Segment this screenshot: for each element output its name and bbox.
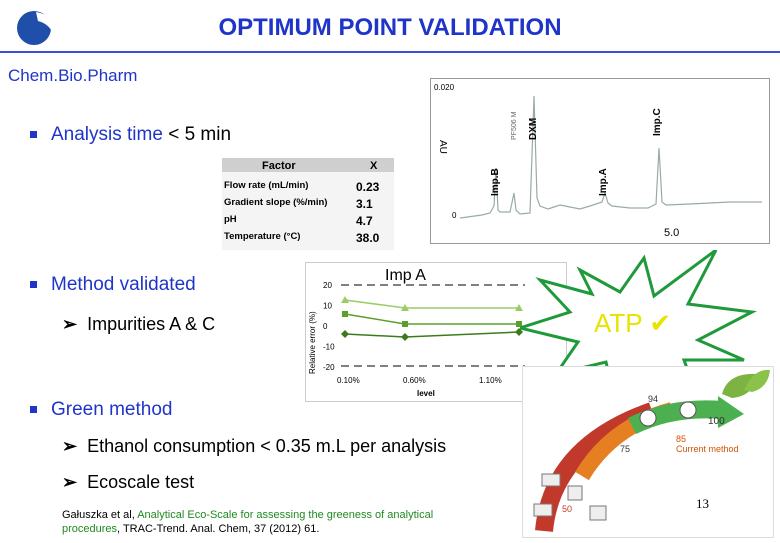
page-title: OPTIMUM POINT VALIDATION [218, 14, 562, 41]
reference-title: Analytical Eco-Scale for assessing the greeness of analytical procedures [62, 509, 434, 535]
peak-label: PF506 M [511, 111, 518, 140]
y-tick-label: 20 [323, 281, 332, 290]
chromatogram-top-tick: 0.020 [434, 83, 455, 92]
impurity-chart-ylabel: Relative error (%) [308, 311, 317, 374]
x-tick-label: 0.10% [337, 376, 360, 385]
peak-label: Imp.A [598, 168, 609, 196]
x-col-header: X [370, 160, 378, 172]
chromatogram [430, 78, 770, 244]
chromatogram-y-label: AU [437, 140, 448, 154]
chromatogram-x-end: 5.0 [664, 227, 680, 239]
factor-name: Gradient slope (%/min) [224, 197, 328, 208]
factor-table [222, 158, 394, 250]
bullet-square-icon [30, 406, 37, 413]
y-tick-label: -10 [323, 342, 335, 352]
data-point [402, 321, 408, 327]
x-tick-label: 0.60% [403, 376, 426, 385]
eco-label: 94 [648, 394, 659, 404]
factor-value: 0.23 [356, 180, 380, 194]
bullet-square-icon [30, 281, 37, 288]
peak-label: DXM [528, 117, 539, 140]
y-tick-label: -20 [323, 363, 335, 372]
y-tick-label: 10 [323, 301, 332, 311]
sub-bullet-impurities: ➢ Impurities A & C [62, 314, 216, 334]
sub-bullet-ethanol: ➢ Ethanol consumption < 0.35 m.L per analysis [62, 436, 447, 456]
peak-label: Imp.B [490, 168, 501, 196]
x-tick-label: 1.10% [479, 376, 502, 385]
brand-name: Chem.Bio.Pharm [8, 66, 138, 85]
bullet-green-method: Green method [30, 399, 172, 421]
peak-label: Imp.C [652, 108, 663, 136]
arrow-bullet-icon: ➢ [62, 436, 78, 456]
bullet-square-icon [30, 131, 37, 138]
factor-value: 4.7 [356, 214, 373, 228]
bullet-method-validated: Method validated [30, 274, 196, 296]
data-point [342, 311, 348, 317]
factor-value: 38.0 [356, 231, 380, 245]
factor-name: Temperature (°C) [224, 231, 301, 242]
factor-value: 3.1 [356, 197, 373, 211]
header-divider [0, 51, 780, 53]
y-tick-label: 0 [323, 322, 328, 331]
ecoscale-graphic [522, 366, 774, 538]
arrow-bullet-icon: ➢ [62, 472, 78, 492]
impurity-chart-xlabel: level [417, 389, 435, 398]
page-number: 13 [696, 496, 709, 511]
bullet-analysis-time: Analysis time < 5 min [30, 124, 231, 146]
eco-label: 85 [676, 434, 687, 444]
factor-col-header: Factor [262, 160, 296, 172]
chromatogram-zero: 0 [452, 211, 457, 220]
eco-label: Current method [676, 444, 739, 454]
factor-name: Flow rate (mL/min) [224, 180, 309, 191]
impurity-chart-title: Imp A [385, 267, 426, 284]
sub-bullet-ecoscale: ➢ Ecoscale test [62, 472, 195, 492]
eco-label: 50 [562, 504, 573, 514]
reference-citation: Gałuszka et al, Analytical Eco-Scale for assessing the greeness of analytical procedures, TRAC-Trend. Anal. Chem, 37 (2012) 61. [62, 509, 434, 535]
eco-label: 100 [708, 416, 725, 427]
eco-label: 75 [620, 444, 631, 454]
factor-name: pH [224, 214, 237, 225]
arrow-bullet-icon: ➢ [62, 314, 78, 334]
atp-label: ATP ✔ [594, 308, 672, 338]
